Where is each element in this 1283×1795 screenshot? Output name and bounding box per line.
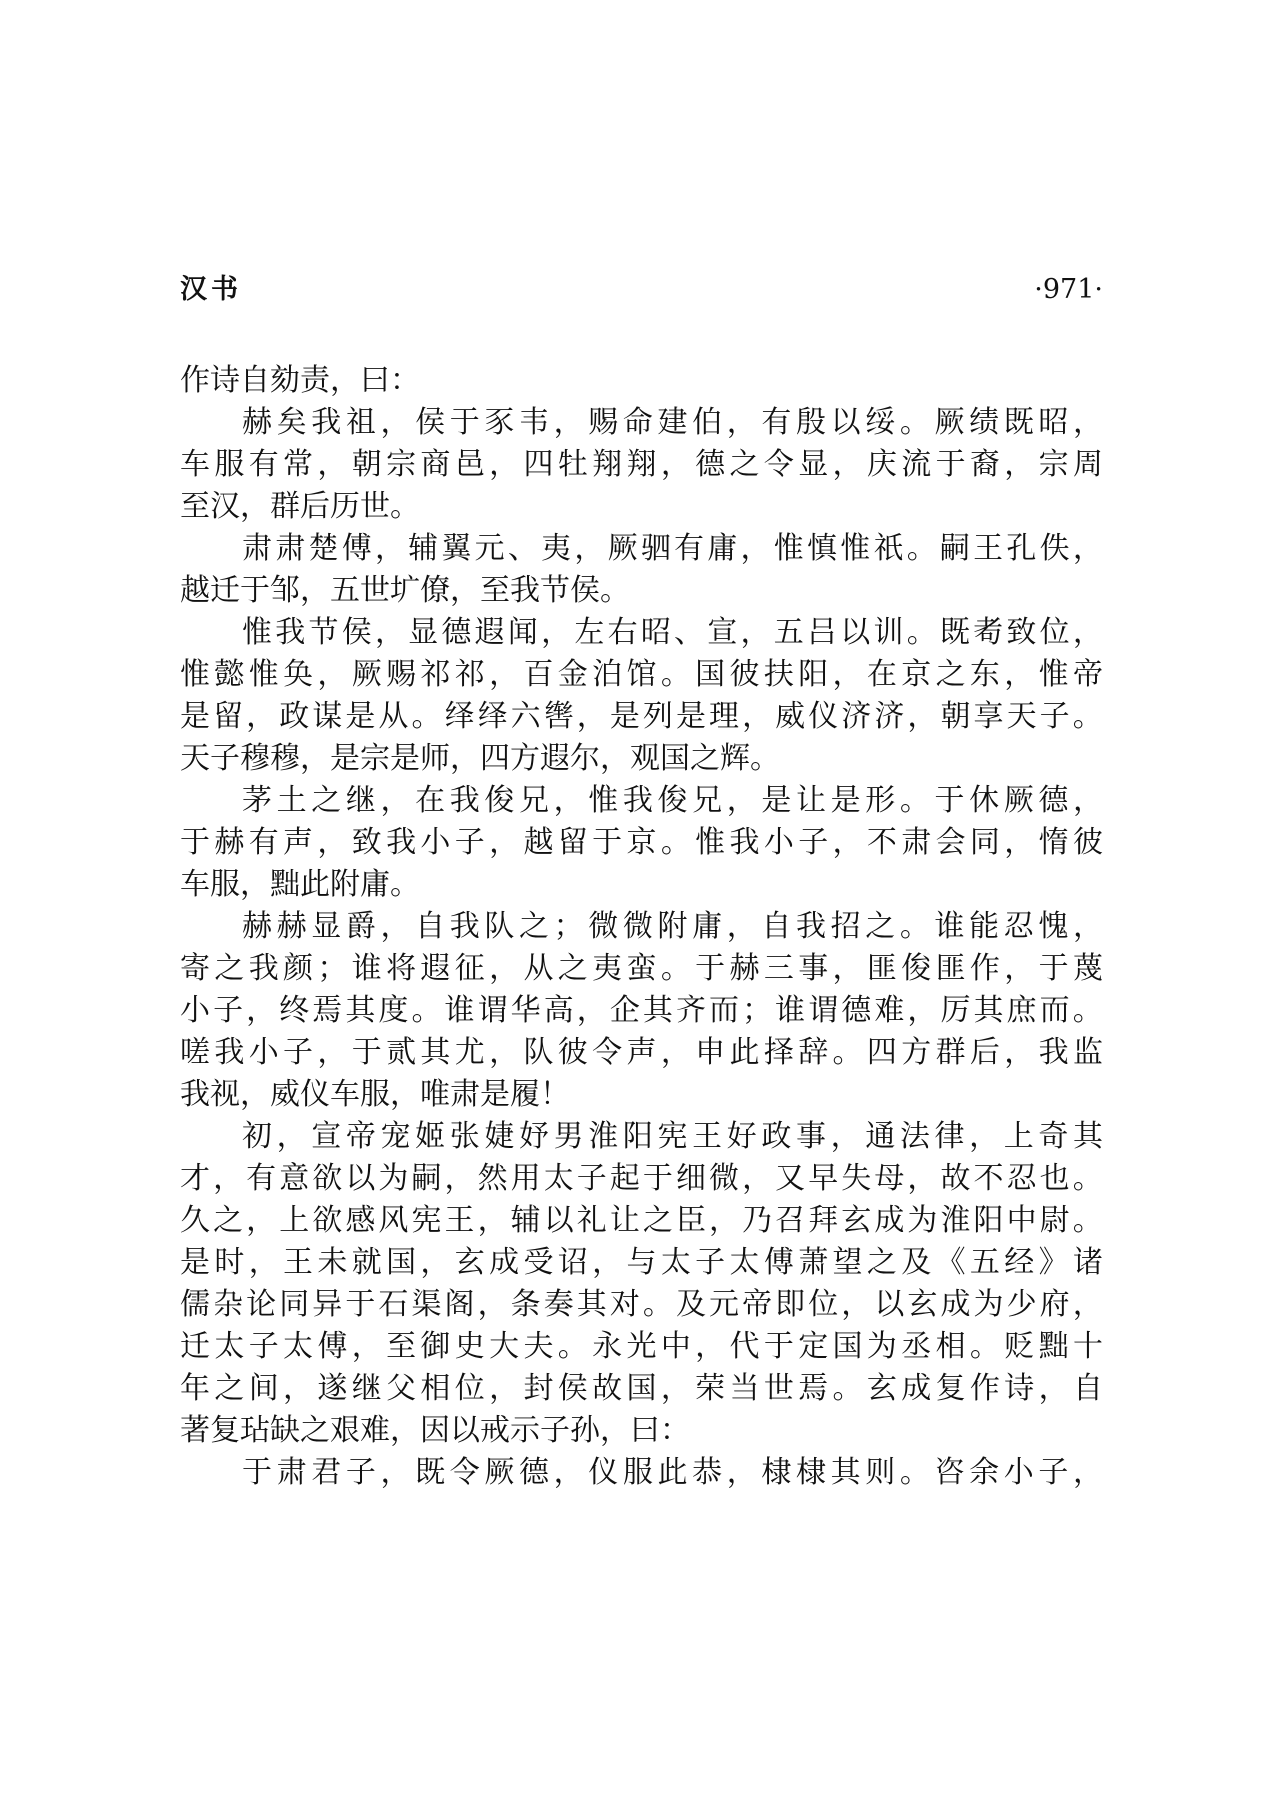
text-line: 才 ， 有 意 欲 以 为 嗣 ， 然 用 太 子 起 于 细 微 ， 又 早 失 母 ， 故 不 忍 也 。: [180, 1161, 1103, 1196]
text-line: 年 之 间 ， 遂 继 父 相 位 ， 封 侯 故 国 ， 荣 当 世 焉 。 玄 成 复 作 诗 ， 自: [180, 1371, 1103, 1406]
text-line: 著 复 玷 缺 之 艰 难 ， 因 以 戒 示 子 孙 ， 曰 ：: [180, 1413, 690, 1448]
page-header: [180, 270, 1103, 310]
body-text: [180, 360, 1103, 1494]
book-title: 汉书: [180, 274, 242, 305]
text-line: 肃 肃 楚 傅 ， 辅 翼 元 、 夷 ， 厥 驷 有 庸 ， 惟 慎 惟 祇 。 嗣 王 孔 佚 ，: [242, 531, 1103, 566]
text-line: 寄 之 我 颜 ； 谁 将 遐 征 ， 从 之 夷 蛮 。 于 赫 三 事 ， 匪 俊 匪 作 ， 于 蔑: [180, 951, 1103, 986]
text-line: 是 时 ， 王 未 就 国 ， 玄 成 受 诏 ， 与 太 子 太 傅 萧 望 之 及 《 五 经 》 诸: [180, 1245, 1103, 1280]
text-line: 小 子 ， 终 焉 其 度 。 谁 谓 华 高 ， 企 其 齐 而 ； 谁 谓 德 难 ， 厉 其 庶 而 。: [180, 993, 1103, 1028]
text-line: 我 视 ， 威 仪 车 服 ， 唯 肃 是 履 ！: [180, 1077, 570, 1112]
text-line: 于 赫 有 声 ， 致 我 小 子 ， 越 留 于 京 。 惟 我 小 子 ， 不 肃 会 同 ， 惰 彼: [180, 825, 1103, 860]
text-line: 嗟 我 小 子 ， 于 贰 其 尤 ， 队 彼 令 声 ， 申 此 择 辞 。 四 方 群 后 ， 我 监: [180, 1035, 1103, 1070]
text-line: 赫 赫 显 爵 ， 自 我 队 之 ； 微 微 附 庸 ， 自 我 招 之 。 谁 能 忍 愧 ，: [242, 909, 1103, 944]
text-line: 久 之 ， 上 欲 感 风 宪 王 ， 辅 以 礼 让 之 臣 ， 乃 召 拜 玄 成 为 淮 阳 中 尉 。: [180, 1203, 1103, 1238]
page-number: ·971·: [1034, 274, 1103, 305]
text-line: 惟 我 节 侯 ， 显 德 遐 闻 ， 左 右 昭 、 宣 ， 五 吕 以 训 。 既 耇 致 位 ，: [242, 615, 1103, 650]
text-line: 茅 土 之 继 ， 在 我 俊 兄 ， 惟 我 俊 兄 ， 是 让 是 形 。 于 休 厥 德 ，: [242, 783, 1103, 818]
text-line: 作 诗 自 劾 责 ， 曰 ：: [180, 363, 420, 398]
text-line: 车 服 有 常 ， 朝 宗 商 邑 ， 四 牡 翔 翔 ， 德 之 令 显 ， 庆 流 于 裔 ， 宗 周: [180, 447, 1103, 482]
text-line: 是 留 ， 政 谋 是 从 。 绎 绎 六 辔 ， 是 列 是 理 ， 威 仪 济 济 ， 朝 享 天 子 。: [180, 699, 1103, 734]
text-line: 越 迁 于 邹 ， 五 世 圹 僚 ， 至 我 节 侯 。: [180, 573, 630, 608]
text-line: 赫 矣 我 祖 ， 侯 于 豕 韦 ， 赐 命 建 伯 ， 有 殷 以 绥 。 厥 绩 既 昭 ，: [242, 405, 1103, 440]
text-line: 惟 懿 惟 奂 ， 厥 赐 祁 祁 ， 百 金 泊 馆 。 国 彼 扶 阳 ， 在 京 之 东 ， 惟 帝: [180, 657, 1103, 692]
text-line: 迁 太 子 太 傅 ， 至 御 史 大 夫 。 永 光 中 ， 代 于 定 国 为 丞 相 。 贬 黜 十: [180, 1329, 1103, 1364]
text-line: 至 汉 ， 群 后 历 世 。: [180, 489, 420, 524]
text-line: 儒 杂 论 同 异 于 石 渠 阁 ， 条 奏 其 对 。 及 元 帝 即 位 ， 以 玄 成 为 少 府 ，: [180, 1287, 1103, 1322]
text-line: 于 肃 君 子 ， 既 令 厥 德 ， 仪 服 此 恭 ， 棣 棣 其 则 。 咨 余 小 子 ，: [242, 1455, 1103, 1490]
text-line: 初 ， 宣 帝 宠 姬 张 婕 妤 男 淮 阳 宪 王 好 政 事 ， 通 法 律 ， 上 奇 其: [242, 1119, 1103, 1154]
text-line: 车 服 ， 黜 此 附 庸 。: [180, 867, 420, 902]
text-line: 天 子 穆 穆 ， 是 宗 是 师 ， 四 方 遐 尔 ， 观 国 之 辉 。: [180, 741, 780, 776]
